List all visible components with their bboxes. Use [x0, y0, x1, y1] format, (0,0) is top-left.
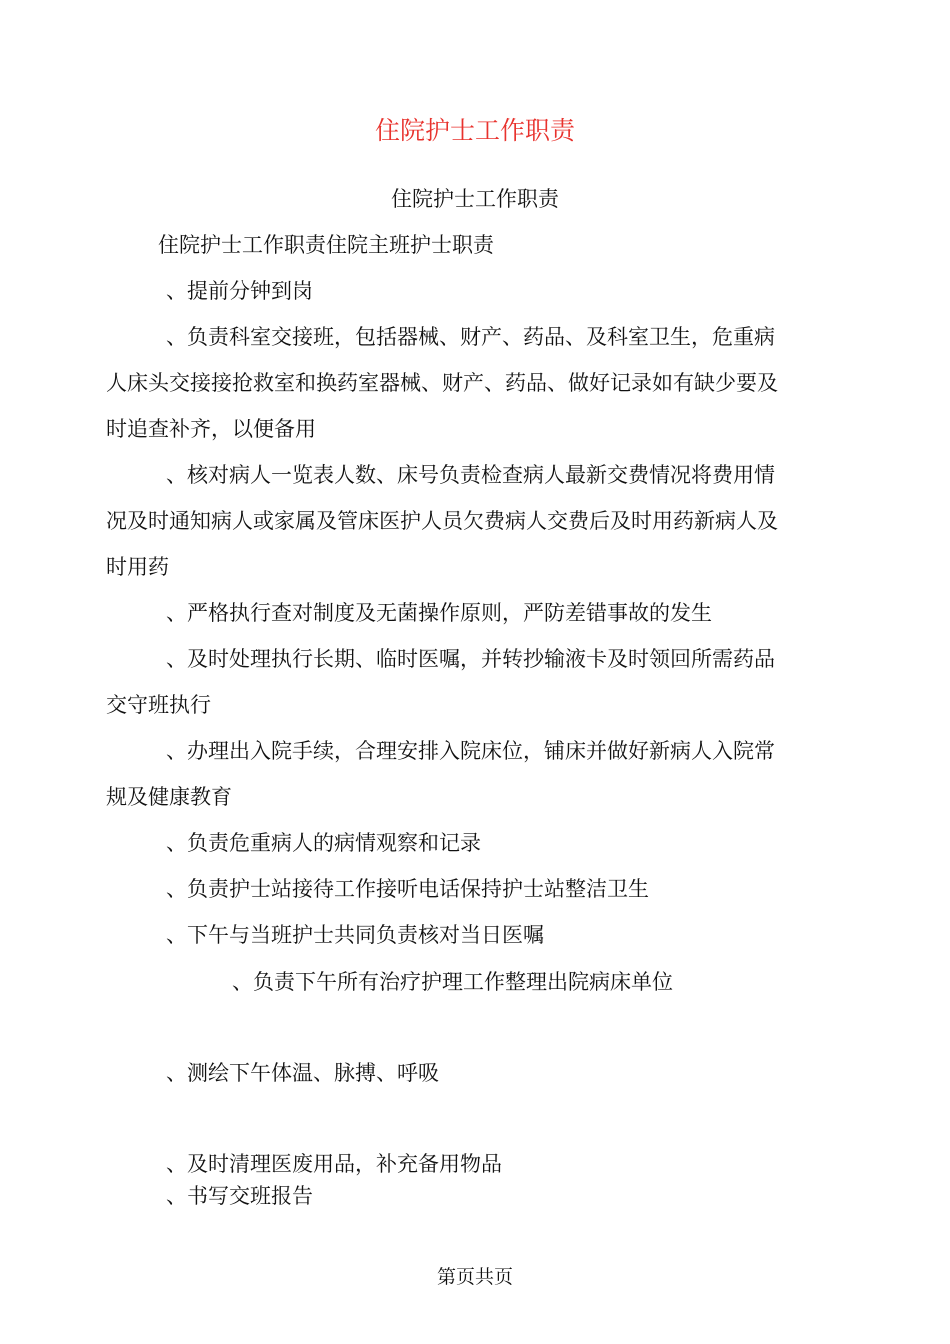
duty-item: 、提前分钟到岗	[166, 279, 313, 303]
duty-item: 、办理出入院手续，合理安排入院床位，铺床并做好新病人入院常	[166, 739, 775, 763]
duty-item: 、负责科室交接班，包括器械、财产、药品、及科室卫生，危重病	[166, 325, 775, 349]
duty-item: 、负责下午所有治疗护理工作整理出院病床单位	[232, 970, 673, 994]
intro-heading: 住院护士工作职责住院主班护士职责	[158, 233, 494, 257]
document-subtitle: 住院护士工作职责	[391, 187, 559, 211]
duty-item: 、下午与当班护士共同负责核对当日医嘱	[166, 923, 544, 947]
duty-item: 、负责护士站接待工作接听电话保持护士站整洁卫生	[166, 877, 649, 901]
duty-item: 、书写交班报告	[166, 1184, 313, 1208]
document-title: 住院护士工作职责	[374, 116, 575, 145]
duty-item: 、负责危重病人的病情观察和记录	[166, 831, 481, 855]
duty-item-continuation: 时用药	[106, 555, 169, 579]
duty-item: 、测绘下午体温、脉搏、呼吸	[166, 1061, 439, 1085]
duty-item-continuation: 时追查补齐，以便备用	[106, 417, 316, 441]
duty-item: 、严格执行查对制度及无菌操作原则，严防差错事故的发生	[166, 601, 712, 625]
duty-item: 、核对病人一览表人数、床号负责检查病人最新交费情况将费用情	[166, 463, 775, 487]
duty-item: 、及时处理执行长期、临时医嘱，并转抄输液卡及时领回所需药品	[166, 647, 775, 671]
duty-item-continuation: 况及时通知病人或家属及管床医护人员欠费病人交费后及时用药新病人及	[106, 509, 778, 533]
duty-item-continuation: 规及健康教育	[106, 785, 232, 809]
duty-item-continuation: 人床头交接接抢救室和换药室器械、财产、药品、做好记录如有缺少要及	[106, 371, 778, 395]
duty-item-continuation: 交守班执行	[106, 693, 211, 717]
duty-item: 、及时清理医废用品，补充备用物品	[166, 1152, 502, 1176]
page-footer: 第页共页	[436, 1266, 513, 1288]
